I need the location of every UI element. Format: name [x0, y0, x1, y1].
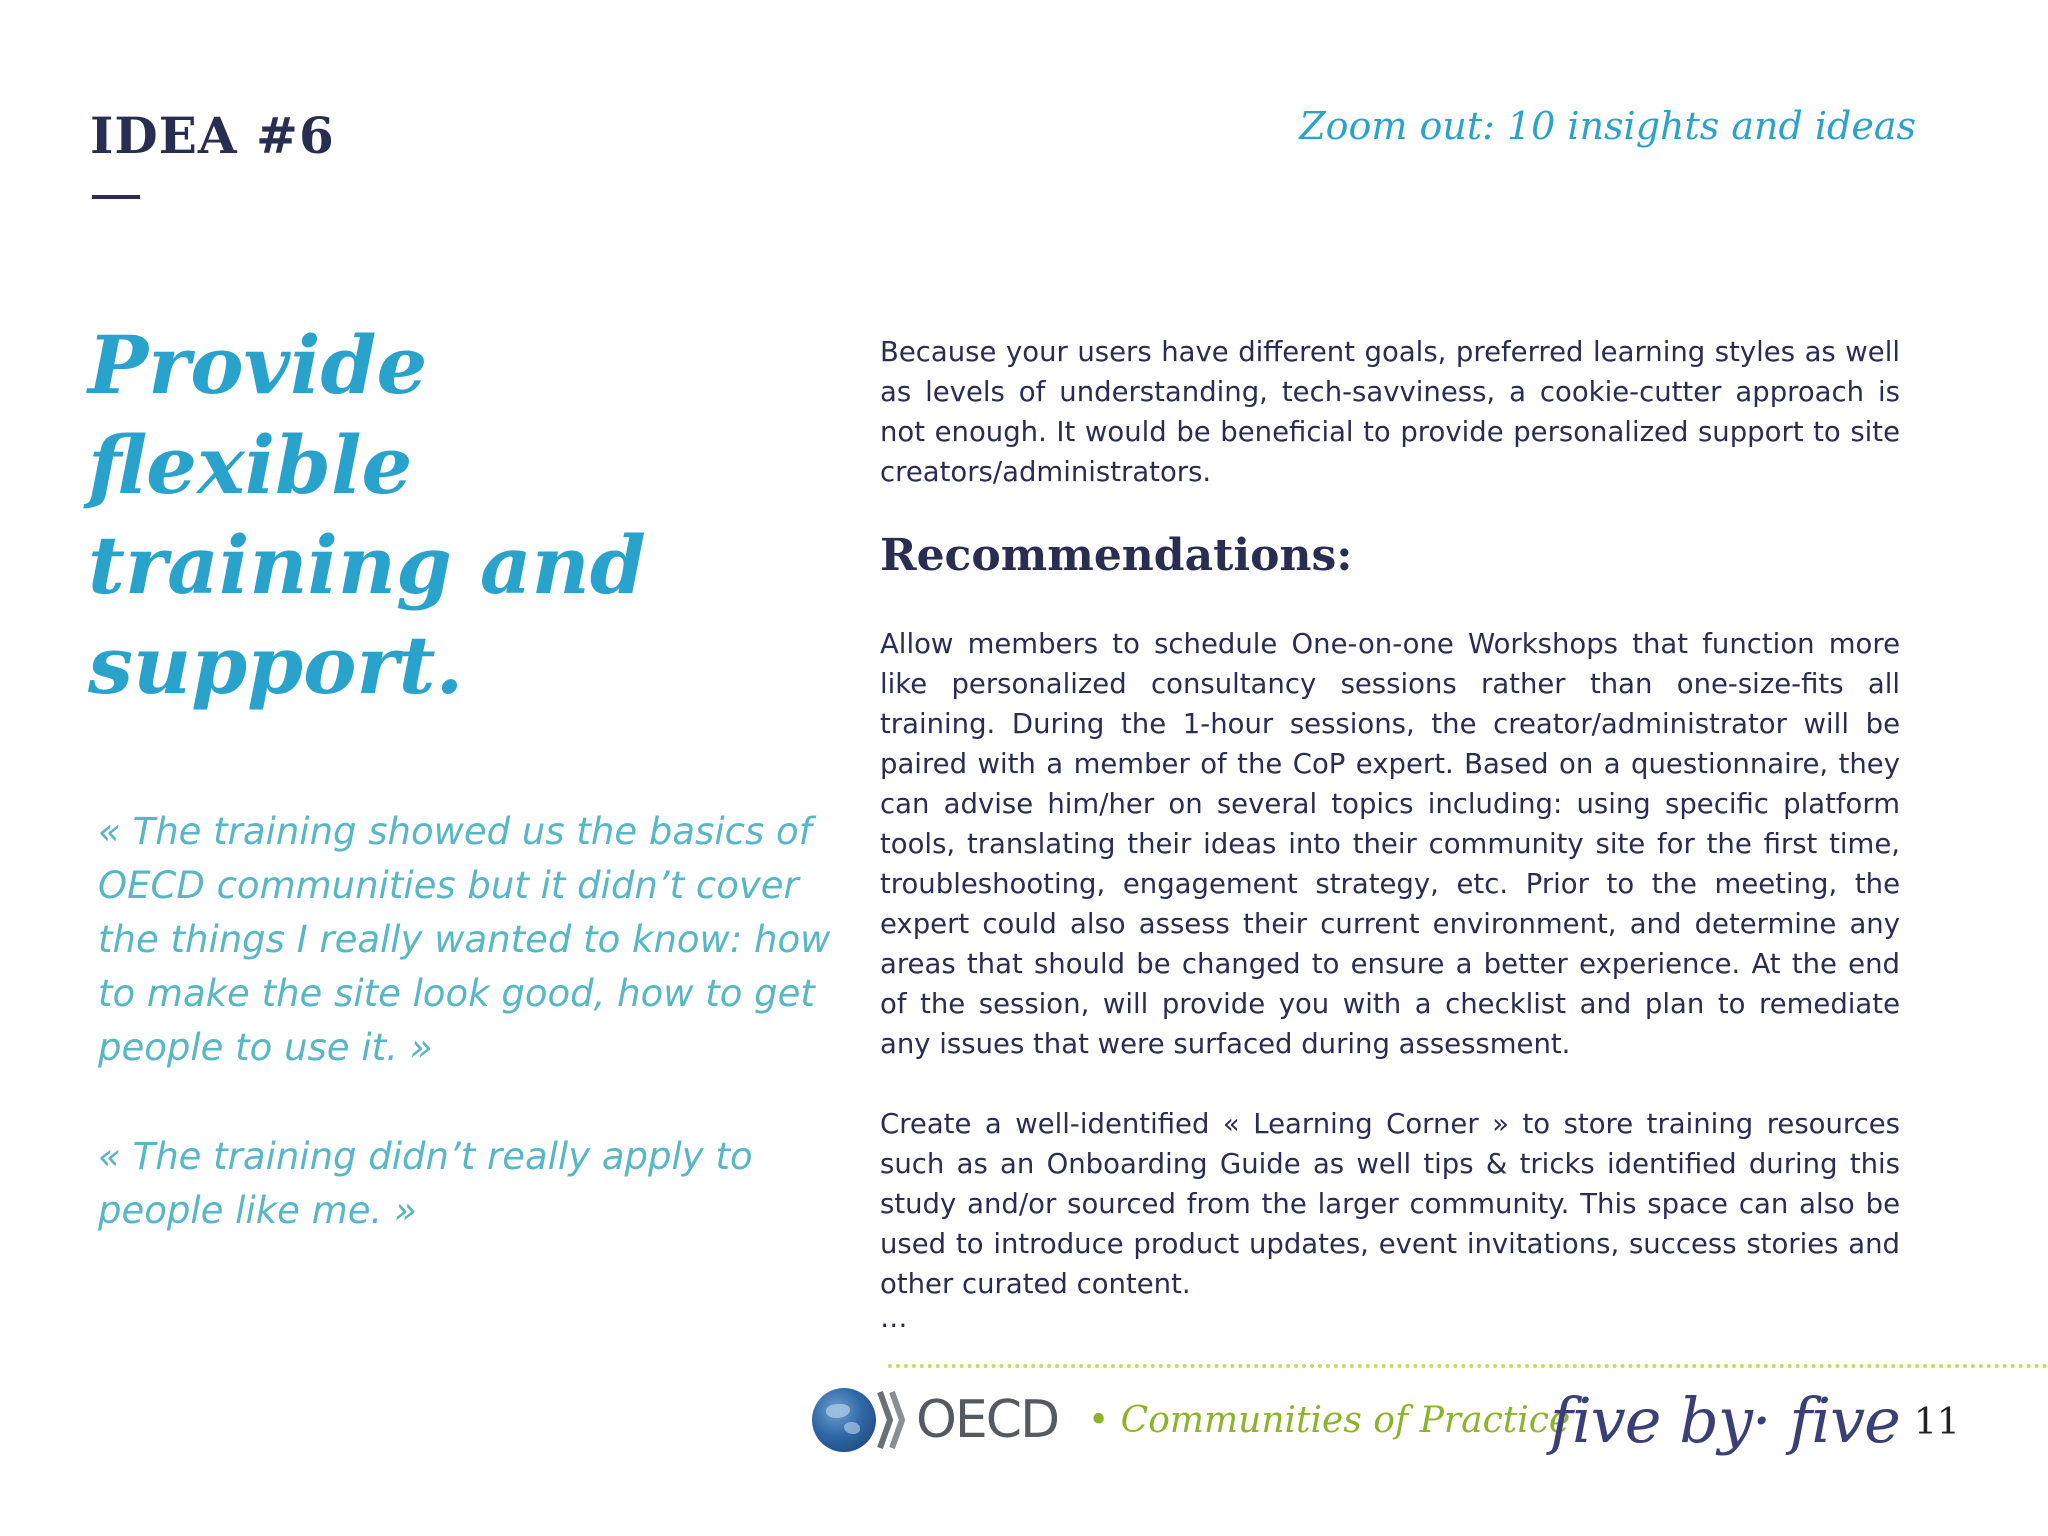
intro-paragraph: Because your users have different goals, preferred learning styles as well as levels of understanding, tech-savviness, a cookie-cutter approach is not enough. It would be beneficial to provide personalized support to site creators/administrators.: [880, 336, 1900, 488]
page-number: 11: [1914, 1402, 1960, 1443]
user-quote-2: « The training didn’t really apply to people like me. »: [98, 1135, 753, 1232]
header-subtitle: Zoom out: 10 insights and ideas: [1299, 104, 1916, 148]
continuation-ellipsis: …: [880, 1302, 908, 1334]
communities-of-practice-label: • Communities of Practice: [1088, 1400, 1571, 1441]
recommendations-heading: Recommendations:: [880, 530, 1353, 581]
five-by-five-logo: five by· five: [1550, 1384, 1900, 1457]
oecd-globe-icon: [812, 1388, 876, 1452]
footer: [812, 1384, 1962, 1484]
user-quote-1: « The training showed us the basics of OECD communities but it didn’t cover the things I really wanted to know: how to make the site look good, how to get people to use it. »: [98, 810, 831, 1069]
idea-divider: [92, 195, 140, 199]
recommendation-item-2: Create a well-identified « Learning Corner » to store training resources such as an Onboarding Guide as well tips & tricks identified during this study and/or sourced from the larger community. This space can also be used to introduce product updates, event invitations, success stories and other curated content.: [880, 1108, 1900, 1300]
footer-divider: [888, 1364, 2048, 1368]
page-title: Provide flexible training and support.: [88, 318, 646, 712]
oecd-chevrons-icon: [876, 1386, 912, 1454]
idea-label: IDEA #6: [90, 106, 335, 165]
oecd-logo-text: OECD: [916, 1390, 1059, 1450]
recommendation-item-1: Allow members to schedule One-on-one Workshops that function more like personalized consultancy sessions rather than one-size-fits all training. During the 1-hour sessions, the creator/administrator will be paired with a member of the CoP expert. Based on a questionnaire, they can advise him/her on several topics including: using specific platform tools, translating their ideas into their community site for the first time, troubleshooting, engagement strategy, etc. Prior to the meeting, the expert could also assess their current environment, and determine any areas that should be changed to ensure a better experience. At the end of the session, will provide you with a checklist and plan to remediate any issues that were surfaced during assessment.: [880, 628, 1900, 1060]
